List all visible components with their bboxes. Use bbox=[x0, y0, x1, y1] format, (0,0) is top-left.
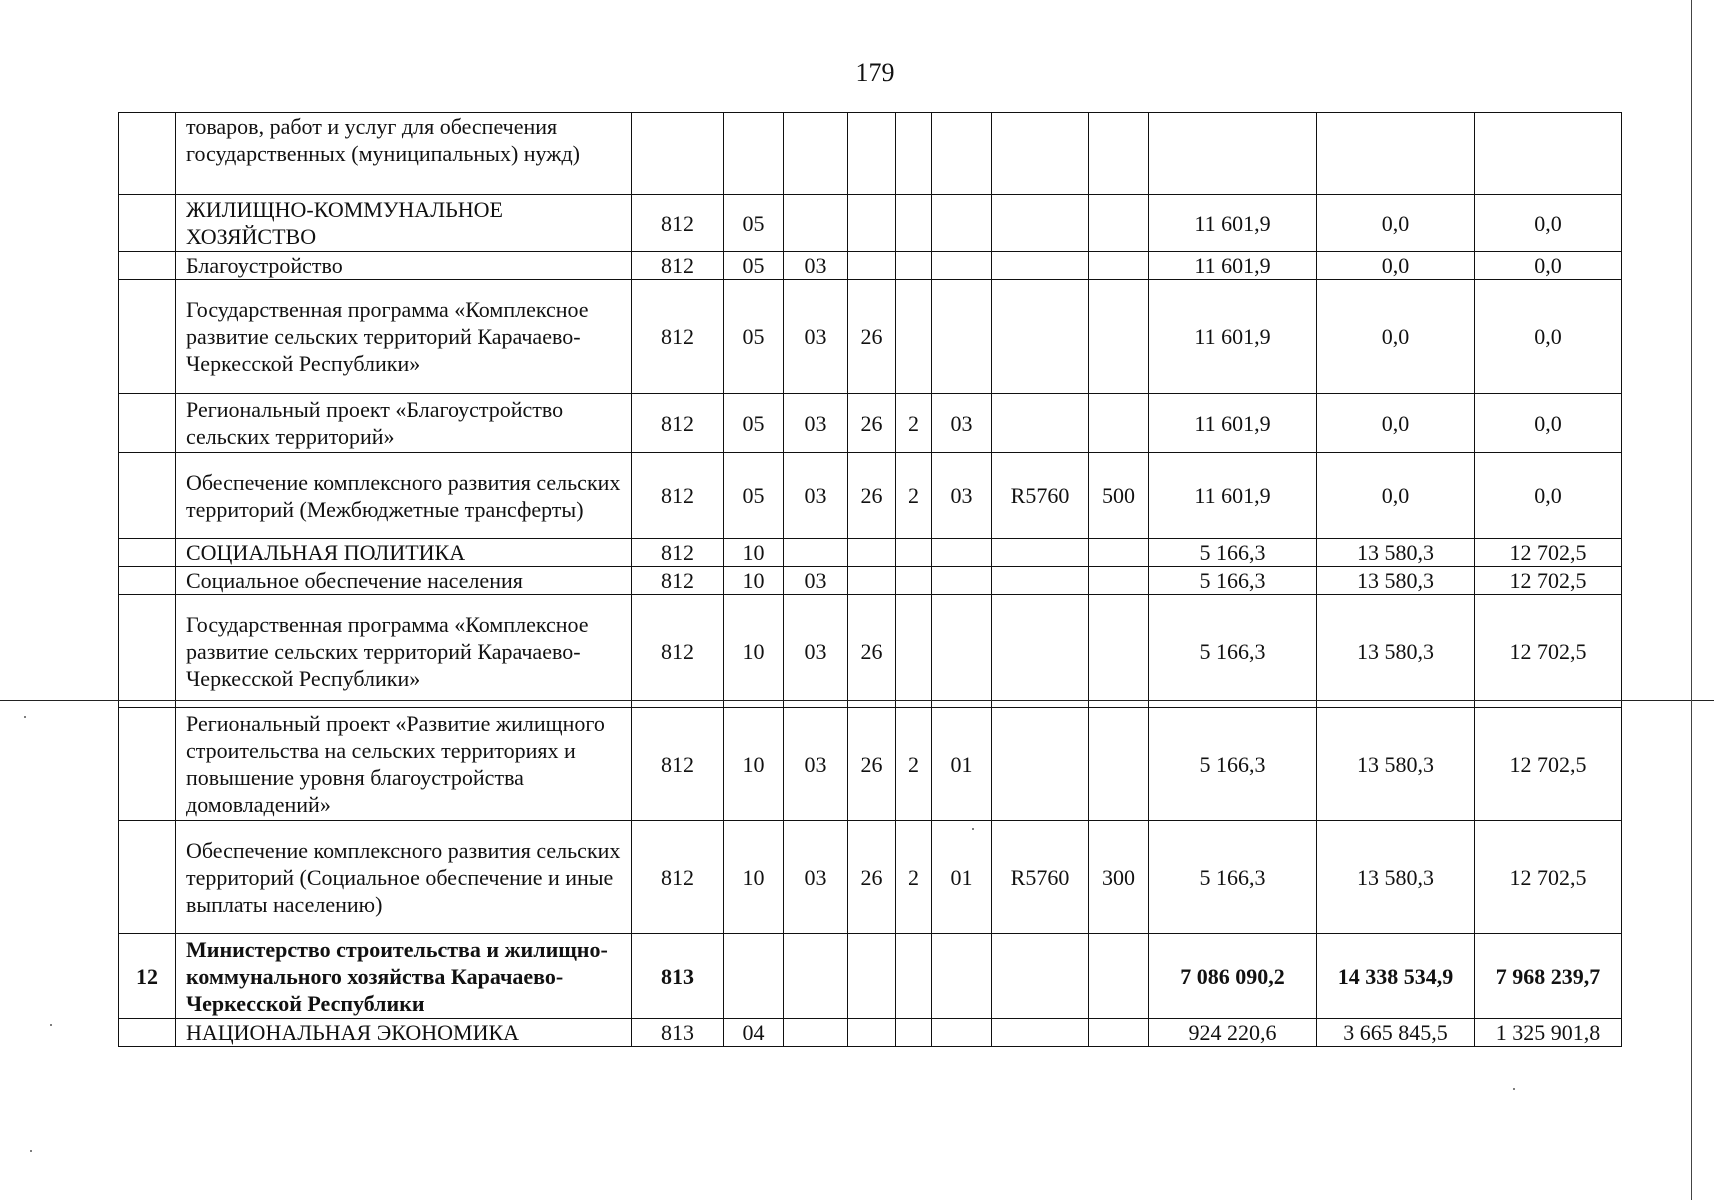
ministry-code-cell: 813 bbox=[632, 1019, 724, 1047]
target-article-cell: R5760 bbox=[992, 821, 1089, 934]
row-name-cell: Региональный проект «Развитие жилищного строительства на сельских территориях и повышение уровня благоустройства домовладений» bbox=[176, 708, 632, 821]
target-article-cell bbox=[992, 280, 1089, 394]
section-code-cell: 05 bbox=[724, 394, 784, 453]
expense-type-cell bbox=[1089, 195, 1149, 252]
section-code-cell bbox=[724, 934, 784, 1019]
project-code-cell: 03 bbox=[932, 453, 992, 539]
project-code-cell bbox=[932, 539, 992, 567]
row-name-cell: Обеспечение комплексного развития сельских территорий (Межбюджетные трансферты) bbox=[176, 453, 632, 539]
target-article-cell bbox=[992, 195, 1089, 252]
ministry-code-cell bbox=[632, 113, 724, 195]
subprogram-code-cell bbox=[896, 252, 932, 280]
amount-year3-cell: 12 702,5 bbox=[1475, 567, 1622, 595]
program-code-cell: 26 bbox=[848, 595, 896, 708]
row-number-cell bbox=[119, 595, 176, 708]
row-number-cell bbox=[119, 113, 176, 195]
table-row bbox=[119, 252, 1622, 280]
program-code-cell bbox=[848, 1019, 896, 1047]
project-code-cell bbox=[932, 280, 992, 394]
subsection-code-cell: 03 bbox=[784, 821, 848, 934]
ministry-code-cell: 812 bbox=[632, 453, 724, 539]
subsection-code-cell: 03 bbox=[784, 595, 848, 708]
program-code-cell bbox=[848, 539, 896, 567]
table-row bbox=[119, 453, 1622, 539]
project-code-cell: 01 bbox=[932, 708, 992, 821]
section-code-cell: 10 bbox=[724, 595, 784, 708]
target-article-cell bbox=[992, 113, 1089, 195]
program-code-cell: 26 bbox=[848, 453, 896, 539]
amount-year1-cell: 11 601,9 bbox=[1149, 453, 1317, 539]
table-row bbox=[119, 195, 1622, 252]
row-name-cell: НАЦИОНАЛЬНАЯ ЭКОНОМИКА bbox=[176, 1019, 632, 1047]
subprogram-code-cell: 2 bbox=[896, 821, 932, 934]
scan-right-edge bbox=[1691, 0, 1692, 1200]
target-article-cell bbox=[992, 394, 1089, 453]
table-row bbox=[119, 567, 1622, 595]
target-article-cell: R5760 bbox=[992, 453, 1089, 539]
subsection-code-cell: 03 bbox=[784, 708, 848, 821]
ministry-code-cell: 812 bbox=[632, 821, 724, 934]
row-number-cell bbox=[119, 567, 176, 595]
row-name-cell: Министерство строительства и жилищно-коммунального хозяйства Карачаево-Черкесской Республики bbox=[176, 934, 632, 1019]
scan-speck bbox=[972, 828, 974, 830]
amount-year3-cell: 7 968 239,7 bbox=[1475, 934, 1622, 1019]
amount-year3-cell: 0,0 bbox=[1475, 280, 1622, 394]
expense-type-cell bbox=[1089, 567, 1149, 595]
section-code-cell: 05 bbox=[724, 252, 784, 280]
row-name-cell: Благоустройство bbox=[176, 252, 632, 280]
row-number-cell: 12 bbox=[119, 934, 176, 1019]
subsection-code-cell bbox=[784, 195, 848, 252]
program-code-cell: 26 bbox=[848, 394, 896, 453]
project-code-cell bbox=[932, 113, 992, 195]
amount-year1-cell: 5 166,3 bbox=[1149, 567, 1317, 595]
table-row bbox=[119, 708, 1622, 821]
project-code-cell: 01 bbox=[932, 821, 992, 934]
subprogram-code-cell bbox=[896, 280, 932, 394]
table-row bbox=[119, 821, 1622, 934]
subprogram-code-cell: 2 bbox=[896, 453, 932, 539]
program-code-cell: 26 bbox=[848, 821, 896, 934]
subsection-code-cell: 03 bbox=[784, 567, 848, 595]
subsection-code-cell: 03 bbox=[784, 280, 848, 394]
subprogram-code-cell bbox=[896, 195, 932, 252]
row-number-cell bbox=[119, 1019, 176, 1047]
amount-year2-cell: 14 338 534,9 bbox=[1317, 934, 1475, 1019]
table-body bbox=[119, 113, 1622, 1047]
ministry-code-cell: 812 bbox=[632, 195, 724, 252]
amount-year2-cell: 13 580,3 bbox=[1317, 539, 1475, 567]
subsection-code-cell bbox=[784, 539, 848, 567]
section-code-cell: 10 bbox=[724, 567, 784, 595]
amount-year2-cell: 0,0 bbox=[1317, 394, 1475, 453]
scan-speck bbox=[50, 1024, 52, 1026]
amount-year3-cell: 0,0 bbox=[1475, 394, 1622, 453]
amount-year3-cell: 12 702,5 bbox=[1475, 708, 1622, 821]
scan-speck bbox=[30, 1150, 32, 1152]
section-code-cell: 10 bbox=[724, 708, 784, 821]
amount-year1-cell: 5 166,3 bbox=[1149, 708, 1317, 821]
section-code-cell bbox=[724, 113, 784, 195]
row-number-cell bbox=[119, 280, 176, 394]
table-row bbox=[119, 934, 1622, 1019]
target-article-cell bbox=[992, 1019, 1089, 1047]
table-row bbox=[119, 113, 1622, 195]
expense-type-cell: 300 bbox=[1089, 821, 1149, 934]
program-code-cell bbox=[848, 567, 896, 595]
amount-year1-cell: 5 166,3 bbox=[1149, 595, 1317, 708]
row-number-cell bbox=[119, 708, 176, 821]
table-row bbox=[119, 539, 1622, 567]
amount-year1-cell bbox=[1149, 113, 1317, 195]
target-article-cell bbox=[992, 252, 1089, 280]
amount-year3-cell: 12 702,5 bbox=[1475, 821, 1622, 934]
subsection-code-cell: 03 bbox=[784, 252, 848, 280]
subprogram-code-cell bbox=[896, 595, 932, 708]
project-code-cell bbox=[932, 567, 992, 595]
program-code-cell bbox=[848, 252, 896, 280]
budget-table bbox=[118, 112, 1622, 1047]
expense-type-cell: 500 bbox=[1089, 453, 1149, 539]
target-article-cell bbox=[992, 934, 1089, 1019]
expense-type-cell bbox=[1089, 539, 1149, 567]
row-number-cell bbox=[119, 195, 176, 252]
scan-fold-line bbox=[0, 700, 1714, 701]
amount-year2-cell: 0,0 bbox=[1317, 280, 1475, 394]
table-row bbox=[119, 280, 1622, 394]
amount-year3-cell: 12 702,5 bbox=[1475, 539, 1622, 567]
subsection-code-cell bbox=[784, 1019, 848, 1047]
expense-type-cell bbox=[1089, 934, 1149, 1019]
amount-year1-cell: 5 166,3 bbox=[1149, 539, 1317, 567]
subsection-code-cell: 03 bbox=[784, 394, 848, 453]
subprogram-code-cell bbox=[896, 934, 932, 1019]
amount-year2-cell: 0,0 bbox=[1317, 252, 1475, 280]
amount-year3-cell: 1 325 901,8 bbox=[1475, 1019, 1622, 1047]
amount-year2-cell: 13 580,3 bbox=[1317, 821, 1475, 934]
expense-type-cell bbox=[1089, 280, 1149, 394]
ministry-code-cell: 812 bbox=[632, 394, 724, 453]
row-number-cell bbox=[119, 252, 176, 280]
subsection-code-cell: 03 bbox=[784, 453, 848, 539]
subsection-code-cell bbox=[784, 113, 848, 195]
ministry-code-cell: 812 bbox=[632, 567, 724, 595]
table-row bbox=[119, 394, 1622, 453]
row-name-cell: ЖИЛИЩНО-КОММУНАЛЬНОЕ ХОЗЯЙСТВО bbox=[176, 195, 632, 252]
amount-year3-cell bbox=[1475, 113, 1622, 195]
table-row bbox=[119, 1019, 1622, 1047]
project-code-cell bbox=[932, 195, 992, 252]
row-name-cell: Обеспечение комплексного развития сельских территорий (Социальное обеспечение и иные выплаты населению) bbox=[176, 821, 632, 934]
target-article-cell bbox=[992, 539, 1089, 567]
section-code-cell: 05 bbox=[724, 195, 784, 252]
project-code-cell bbox=[932, 934, 992, 1019]
target-article-cell bbox=[992, 708, 1089, 821]
amount-year2-cell bbox=[1317, 113, 1475, 195]
section-code-cell: 05 bbox=[724, 280, 784, 394]
amount-year3-cell: 0,0 bbox=[1475, 453, 1622, 539]
amount-year1-cell: 11 601,9 bbox=[1149, 252, 1317, 280]
project-code-cell bbox=[932, 595, 992, 708]
ministry-code-cell: 812 bbox=[632, 252, 724, 280]
ministry-code-cell: 812 bbox=[632, 595, 724, 708]
amount-year3-cell: 0,0 bbox=[1475, 195, 1622, 252]
program-code-cell: 26 bbox=[848, 280, 896, 394]
target-article-cell bbox=[992, 567, 1089, 595]
section-code-cell: 04 bbox=[724, 1019, 784, 1047]
program-code-cell bbox=[848, 113, 896, 195]
amount-year2-cell: 0,0 bbox=[1317, 195, 1475, 252]
project-code-cell: 03 bbox=[932, 394, 992, 453]
expense-type-cell bbox=[1089, 1019, 1149, 1047]
scan-speck bbox=[24, 716, 26, 718]
scan-speck bbox=[1513, 1088, 1515, 1090]
section-code-cell: 10 bbox=[724, 821, 784, 934]
amount-year1-cell: 11 601,9 bbox=[1149, 195, 1317, 252]
section-code-cell: 05 bbox=[724, 453, 784, 539]
row-name-cell: Государственная программа «Комплексное развитие сельских территорий Карачаево-Черкесской Республики» bbox=[176, 280, 632, 394]
ministry-code-cell: 812 bbox=[632, 708, 724, 821]
row-name-cell: Социальное обеспечение населения bbox=[176, 567, 632, 595]
subprogram-code-cell bbox=[896, 567, 932, 595]
ministry-code-cell: 812 bbox=[632, 280, 724, 394]
row-name-cell: СОЦИАЛЬНАЯ ПОЛИТИКА bbox=[176, 539, 632, 567]
expense-type-cell bbox=[1089, 595, 1149, 708]
project-code-cell bbox=[932, 252, 992, 280]
expense-type-cell bbox=[1089, 252, 1149, 280]
row-name-cell: Государственная программа «Комплексное развитие сельских территорий Карачаево-Черкесской Республики» bbox=[176, 595, 632, 708]
ministry-code-cell: 813 bbox=[632, 934, 724, 1019]
amount-year2-cell: 3 665 845,5 bbox=[1317, 1019, 1475, 1047]
amount-year2-cell: 13 580,3 bbox=[1317, 567, 1475, 595]
row-number-cell bbox=[119, 453, 176, 539]
amount-year1-cell: 11 601,9 bbox=[1149, 280, 1317, 394]
amount-year2-cell: 13 580,3 bbox=[1317, 595, 1475, 708]
row-name-cell: Региональный проект «Благоустройство сельских территорий» bbox=[176, 394, 632, 453]
program-code-cell: 26 bbox=[848, 708, 896, 821]
amount-year1-cell: 7 086 090,2 bbox=[1149, 934, 1317, 1019]
subprogram-code-cell bbox=[896, 1019, 932, 1047]
subprogram-code-cell bbox=[896, 539, 932, 567]
amount-year1-cell: 11 601,9 bbox=[1149, 394, 1317, 453]
project-code-cell bbox=[932, 1019, 992, 1047]
expense-type-cell bbox=[1089, 113, 1149, 195]
subprogram-code-cell: 2 bbox=[896, 394, 932, 453]
ministry-code-cell: 812 bbox=[632, 539, 724, 567]
expense-type-cell bbox=[1089, 394, 1149, 453]
subprogram-code-cell bbox=[896, 113, 932, 195]
amount-year2-cell: 0,0 bbox=[1317, 453, 1475, 539]
amount-year2-cell: 13 580,3 bbox=[1317, 708, 1475, 821]
row-name-cell: товаров, работ и услуг для обеспечения государственных (муниципальных) нужд) bbox=[176, 113, 632, 195]
subsection-code-cell bbox=[784, 934, 848, 1019]
subprogram-code-cell: 2 bbox=[896, 708, 932, 821]
row-number-cell bbox=[119, 539, 176, 567]
row-number-cell bbox=[119, 821, 176, 934]
row-number-cell bbox=[119, 394, 176, 453]
table-row bbox=[119, 595, 1622, 708]
amount-year3-cell: 12 702,5 bbox=[1475, 595, 1622, 708]
amount-year3-cell: 0,0 bbox=[1475, 252, 1622, 280]
program-code-cell bbox=[848, 934, 896, 1019]
amount-year1-cell: 924 220,6 bbox=[1149, 1019, 1317, 1047]
program-code-cell bbox=[848, 195, 896, 252]
page-number: 179 bbox=[855, 58, 895, 87]
section-code-cell: 10 bbox=[724, 539, 784, 567]
target-article-cell bbox=[992, 595, 1089, 708]
expense-type-cell bbox=[1089, 708, 1149, 821]
amount-year1-cell: 5 166,3 bbox=[1149, 821, 1317, 934]
